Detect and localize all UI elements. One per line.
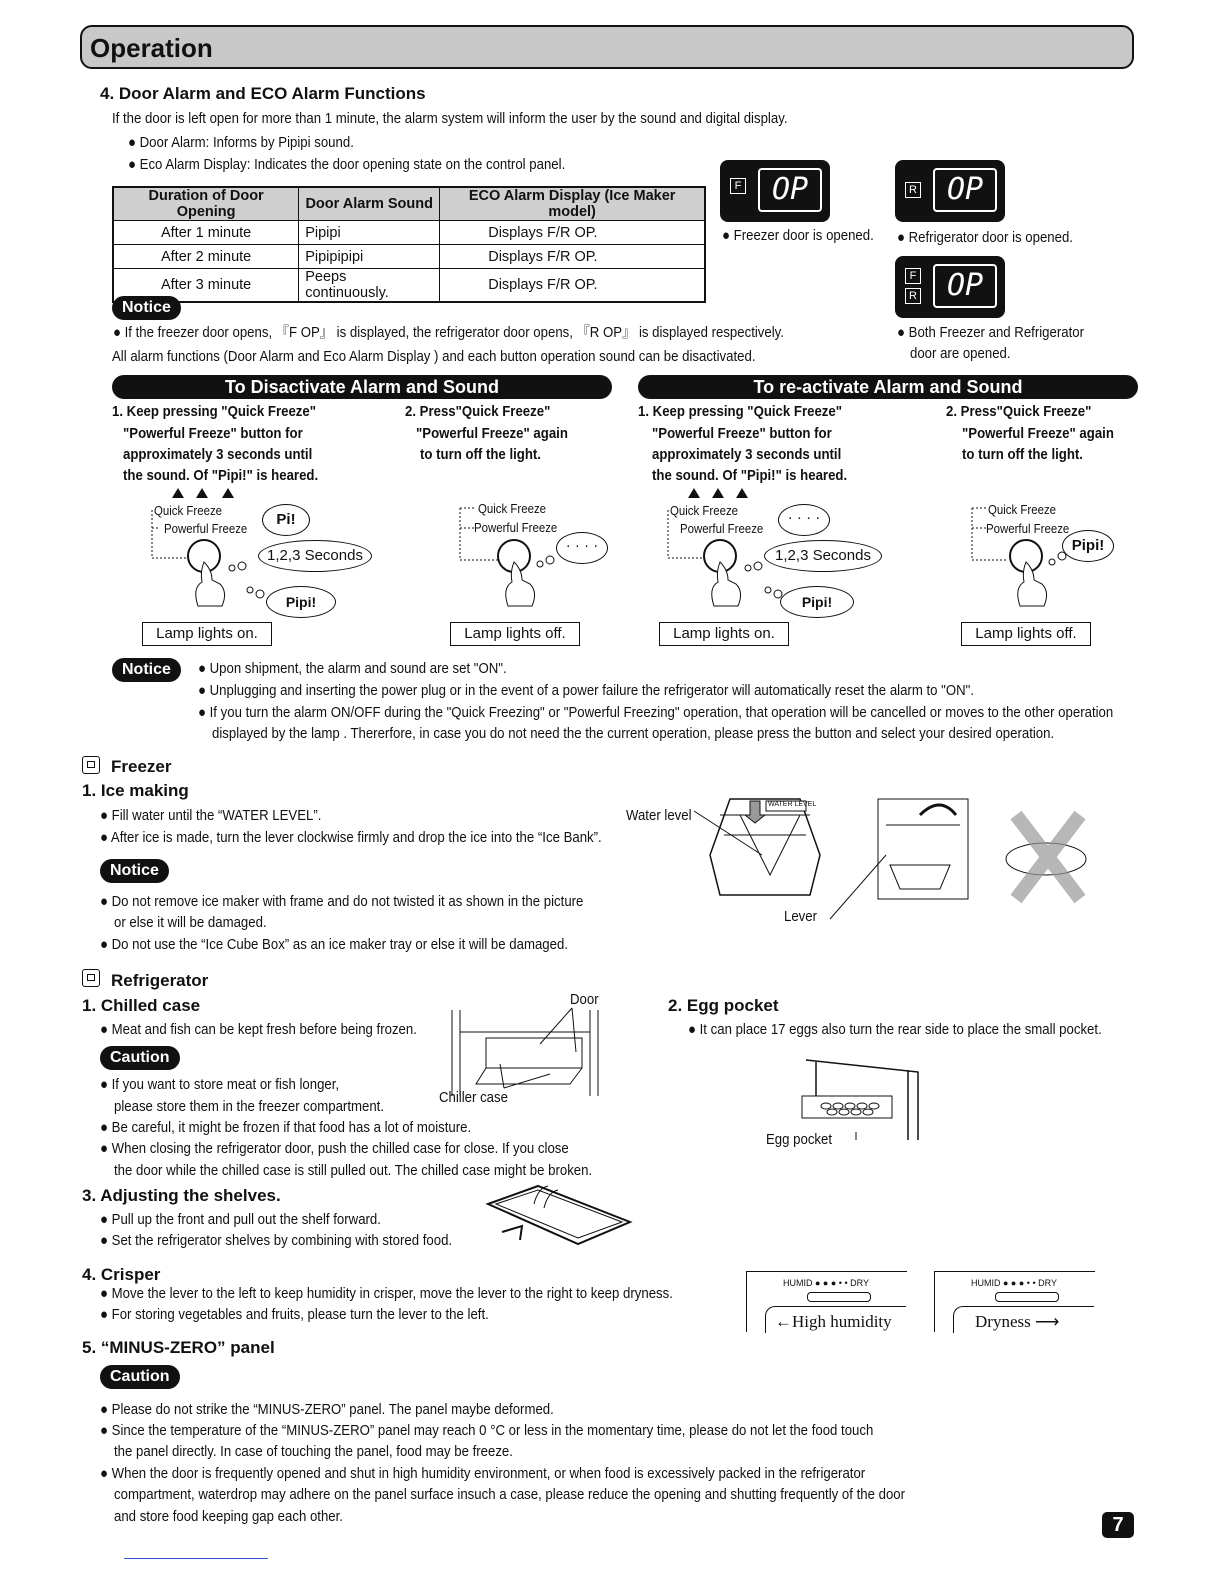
crisper-scale: HUMID ● ● ● • • DRY	[971, 1278, 1057, 1288]
table-cell: After 3 minute	[113, 269, 299, 303]
pipi-bubble: Pipi!	[1062, 530, 1114, 562]
step-text: 1. Keep pressing "Quick Freeze"	[112, 403, 316, 420]
step-text: to turn off the light.	[420, 446, 541, 463]
door-alarm-heading: 4. Door Alarm and ECO Alarm Functions	[100, 84, 426, 103]
crisper-heading: 4. Crisper	[82, 1265, 161, 1284]
step-text: approximately 3 seconds until	[652, 446, 842, 463]
minus-text: compartment, waterdrop may adhere on the panel surface insuch a case, please reduce the opening and shutting frequently of the door	[114, 1486, 906, 1503]
lever-slot	[995, 1292, 1059, 1302]
table-cell: Peeps continuously.	[299, 269, 440, 303]
notice-text: displayed by the lamp . Thererfore, in case you do not need the the current operation, please press the button and select your desired operation.	[212, 725, 1055, 742]
page-number: 7	[1102, 1512, 1134, 1538]
table-cell: Pipipipipi	[299, 245, 440, 269]
notice-text: ● Unplugging and inserting the power plug or in the event of a power failure the refrigerator will automatically reset the alarm to "ON".	[198, 682, 975, 699]
egg-pocket-heading: 2. Egg pocket	[668, 996, 779, 1015]
reactivate-title: To re-activate Alarm and Sound	[638, 375, 1138, 399]
minus-zero-heading: 5. “MINUS-ZERO” panel	[82, 1338, 275, 1357]
caution-text: ● When closing the refrigerator door, push the chilled case for close. If you close	[100, 1140, 569, 1157]
minus-text: and store food keeping gap each other.	[114, 1508, 343, 1525]
fridge-open-display	[895, 160, 1005, 222]
caution-text: ● Be careful, it might be frozen if that food has a lot of moisture.	[100, 1119, 472, 1136]
notice-text: ● Upon shipment, the alarm and sound are set "ON".	[198, 660, 507, 677]
notice-text: ● If the freezer door opens, 『F OP』 is displayed, the refrigerator door opens, 『R OP』 is displayed respectively.	[113, 324, 784, 341]
step-text: "Powerful Freeze" button for	[652, 425, 832, 442]
alarm-table	[112, 186, 706, 303]
step-text: "Powerful Freeze" again	[962, 425, 1114, 442]
f-indicator: F	[905, 268, 921, 284]
notice-text: ● Do not remove ice maker with frame and do not twisted it as shown in the picture	[100, 893, 584, 910]
notice-text: ● Do not use the “Ice Cube Box” as an ice maker tray or else it will be damaged.	[100, 936, 568, 953]
lamp-status: Lamp lights off.	[450, 622, 580, 646]
crisper-bullet: ● For storing vegetables and fruits, please turn the lever to the left.	[100, 1306, 489, 1323]
f-indicator: F	[730, 178, 746, 194]
shelves-bullet: ● Pull up the front and pull out the shelf forward.	[100, 1211, 381, 1228]
door-label: Door	[570, 991, 599, 1008]
silent-bubble: · · · ·	[778, 504, 830, 536]
step-text: the sound. Of "Pipi!" is heared.	[123, 467, 319, 484]
r-indicator: R	[905, 288, 921, 304]
pipi-bubble: Pipi!	[266, 586, 336, 618]
eco-alarm-bullet: ● Eco Alarm Display: Indicates the door opening state on the control panel.	[128, 156, 566, 173]
freezer-heading: Freezer	[111, 757, 172, 776]
op-readout: OP	[933, 168, 997, 212]
step-text: "Powerful Freeze" again	[416, 425, 568, 442]
caution-badge: Caution	[100, 1046, 180, 1070]
table-row	[113, 269, 705, 303]
caution-text: the door while the chilled case is still pulled out. The chilled case might be broken.	[114, 1162, 593, 1179]
step-text: "Powerful Freeze" button for	[123, 425, 303, 442]
door-alarm-intro: If the door is left open for more than 1 minute, the alarm system will inform the user by the sound and digital display.	[112, 110, 788, 127]
notice-text: All alarm functions (Door Alarm and Eco Alarm Display ) and each button operation sound can be disactivated.	[112, 348, 756, 365]
quick-freeze-label: Quick Freeze	[478, 501, 547, 516]
control-panel-illustration	[660, 488, 910, 618]
op-readout: OP	[758, 168, 822, 212]
table-header: Door Alarm Sound	[299, 187, 440, 221]
step-text: approximately 3 seconds until	[123, 446, 313, 463]
section-square-icon	[82, 756, 100, 774]
water-level-tag: WATER LEVEL	[768, 801, 817, 808]
ice-bullet: ● Fill water until the “WATER LEVEL”.	[100, 807, 322, 824]
shelf-illustration	[482, 1182, 634, 1256]
shelves-bullet: ● Set the refrigerator shelves by combining with stored food.	[100, 1232, 453, 1249]
lamp-status: Lamp lights off.	[961, 622, 1091, 646]
pipi-bubble: Pipi!	[780, 586, 854, 618]
table-row	[113, 245, 705, 269]
chiller-case-label: Chiller case	[439, 1089, 508, 1106]
ice-making-heading: 1. Ice making	[82, 781, 189, 800]
minus-text: ● Since the temperature of the “MINUS-ZERO” panel may reach 0 °C or less in the momentary time, please do not let the food touch	[100, 1422, 874, 1439]
quick-freeze-label: Quick Freeze	[988, 502, 1057, 517]
caution-text: please store them in the freezer compartment.	[114, 1098, 384, 1115]
minus-text: the panel directly. In case of touching the panel, food may be freeze.	[114, 1443, 513, 1460]
table-cell: Displays F/R OP.	[440, 269, 705, 303]
both-caption: ● Both Freezer and Refrigerator	[897, 324, 1084, 341]
footer-rule	[124, 1558, 268, 1559]
notice-badge: Notice	[100, 859, 169, 883]
fridge-caption: ● Refrigerator door is opened.	[897, 229, 1074, 246]
table-cell: After 2 minute	[113, 245, 299, 269]
quick-freeze-label: Quick Freeze	[154, 503, 223, 518]
lever-slot	[807, 1292, 871, 1302]
caution-text: ● If you want to store meat or fish longer,	[100, 1076, 340, 1093]
egg-pocket-label: Egg pocket	[766, 1131, 833, 1148]
seconds-bubble: 1,2,3 Seconds	[258, 540, 372, 572]
notice-text: or else it will be damaged.	[114, 914, 267, 931]
powerful-freeze-label: Powerful Freeze	[680, 521, 764, 536]
refrigerator-heading: Refrigerator	[111, 971, 209, 990]
shelves-heading: 3. Adjusting the shelves.	[82, 1186, 281, 1205]
ice-bullet: ● After ice is made, turn the lever clockwise firmly and drop the ice into the “Ice Bank”.	[100, 829, 602, 846]
crisper-bullet: ● Move the lever to the left to keep humidity in crisper, move the lever to the right to keep dryness.	[100, 1285, 673, 1302]
minus-text: ● When the door is frequently opened and shut in high humidity environment, or when food is excessively packed in the refrigerator	[100, 1465, 866, 1482]
step-text: to turn off the light.	[962, 446, 1083, 463]
lamp-status: Lamp lights on.	[659, 622, 789, 646]
pi-bubble: Pi!	[262, 504, 310, 536]
deactivate-title: To Disactivate Alarm and Sound	[112, 375, 612, 399]
both-open-display	[895, 256, 1005, 318]
table-header: Duration of Door Opening	[113, 187, 299, 221]
step-text: 1. Keep pressing "Quick Freeze"	[638, 403, 842, 420]
table-cell: Displays F/R OP.	[440, 221, 705, 245]
control-panel-illustration	[140, 488, 390, 618]
ice-maker-illustration	[690, 795, 1120, 935]
control-panel-illustration	[968, 498, 1128, 618]
step-text: the sound. Of "Pipi!" is heared.	[652, 467, 848, 484]
powerful-freeze-label: Powerful Freeze	[474, 520, 558, 535]
step-text: 2. Press"Quick Freeze"	[405, 403, 551, 420]
freezer-caption: ● Freezer door is opened.	[722, 227, 874, 244]
egg-bullet: ● It can place 17 eggs also turn the rear side to place the small pocket.	[688, 1021, 1102, 1038]
door-alarm-bullet: ● Door Alarm: Informs by Pipipi sound.	[128, 134, 354, 151]
minus-text: ● Please do not strike the “MINUS-ZERO” panel. The panel maybe deformed.	[100, 1401, 554, 1418]
crisper-lever-right	[934, 1271, 1095, 1332]
control-panel-illustration	[456, 498, 616, 618]
op-readout: OP	[933, 264, 997, 308]
section-square-icon	[82, 969, 100, 987]
notice-badge: Notice	[112, 296, 181, 320]
r-indicator: R	[905, 182, 921, 198]
powerful-freeze-label: Powerful Freeze	[164, 521, 248, 536]
page-title: Operation	[90, 33, 213, 63]
table-row	[113, 221, 705, 245]
notice-badge: Notice	[112, 658, 181, 682]
powerful-freeze-label: Powerful Freeze	[986, 521, 1070, 536]
table-cell: Displays F/R OP.	[440, 245, 705, 269]
both-caption-2: door are opened.	[910, 345, 1011, 362]
notice-text: ● If you turn the alarm ON/OFF during the "Quick Freezing" or "Powerful Freezing" operation, that operation will be cancelled or moves to the other operation	[198, 704, 1114, 721]
chilled-bullet: ● Meat and fish can be kept fresh before being frozen.	[100, 1021, 417, 1038]
freezer-open-display	[720, 160, 830, 222]
chilled-case-heading: 1. Chilled case	[82, 996, 201, 1015]
lamp-status: Lamp lights on.	[142, 622, 272, 646]
silent-bubble: · · · ·	[556, 532, 608, 564]
step-text: 2. Press"Quick Freeze"	[946, 403, 1092, 420]
table-cell: After 1 minute	[113, 221, 299, 245]
table-cell: Pipipi	[299, 221, 440, 245]
chilled-case-illustration	[440, 1004, 605, 1100]
crisper-lever-left	[746, 1271, 907, 1332]
water-level-label: Water level	[626, 807, 692, 824]
crisper-scale: HUMID ● ● ● • • DRY	[783, 1278, 869, 1288]
high-humidity-label: ←High humidity	[775, 1312, 892, 1331]
lever-label: Lever	[784, 908, 818, 925]
caution-badge: Caution	[100, 1365, 180, 1389]
table-header: ECO Alarm Display (Ice Maker model)	[440, 187, 705, 221]
seconds-bubble: 1,2,3 Seconds	[764, 540, 882, 572]
section-banner	[80, 25, 1134, 69]
quick-freeze-label: Quick Freeze	[670, 503, 739, 518]
dryness-label: Dryness ⟶	[975, 1312, 1060, 1331]
table-header-row	[113, 187, 705, 221]
